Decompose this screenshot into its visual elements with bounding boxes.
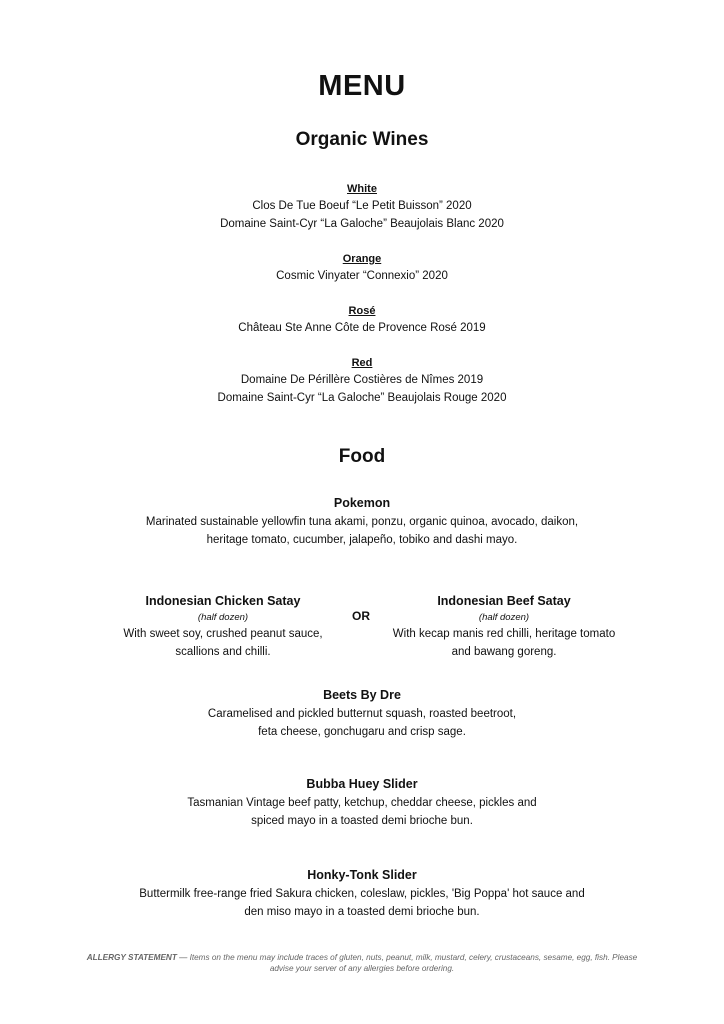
or-separator: OR bbox=[352, 609, 370, 623]
wine-item: Cosmic Vinyater “Connexio” 2020 bbox=[276, 270, 448, 282]
dish-desc: Tasmanian Vintage beef patty, ketchup, cheddar cheese, pickles and bbox=[187, 797, 537, 809]
satay-chicken bbox=[93, 594, 353, 661]
dish-desc: spiced mayo in a toasted demi brioche bun. bbox=[251, 815, 473, 827]
allergy-statement bbox=[70, 952, 654, 974]
dish-name-pokemon: Pokemon bbox=[333, 496, 391, 510]
dish-desc: feta cheese, gonchugaru and crisp sage. bbox=[258, 726, 466, 738]
dish-name-honky-tonk: Honky-Tonk Slider bbox=[307, 868, 417, 882]
allergy-label: ALLERGY STATEMENT bbox=[86, 953, 177, 962]
wine-item: Domaine De Périllère Costières de Nîmes 2019 bbox=[240, 374, 484, 386]
dish-note: (half dozen) bbox=[197, 612, 249, 623]
dish-name-bubba: Bubba Huey Slider bbox=[306, 777, 418, 791]
dish-desc: den miso mayo in a toasted demi brioche bun. bbox=[244, 906, 480, 918]
dish-desc: Buttermilk free-range fried Sakura chicken, coleslaw, pickles, 'Big Poppa' hot sauce and bbox=[139, 888, 585, 900]
dish-desc: With kecap manis red chilli, heritage tomato bbox=[392, 628, 616, 640]
allergy-text: advise your server of any allergies before ordering. bbox=[269, 964, 455, 973]
menu-title: MENU bbox=[318, 70, 406, 102]
wines-heading: Organic Wines bbox=[295, 129, 429, 150]
dish-name-beets: Beets By Dre bbox=[323, 688, 401, 702]
dish-desc: and bawang goreng. bbox=[451, 646, 557, 658]
dish-note: (half dozen) bbox=[478, 612, 530, 623]
wine-item: Domaine Saint-Cyr “La Galoche” Beaujolais Blanc 2020 bbox=[220, 218, 504, 230]
satay-beef bbox=[374, 594, 634, 661]
wine-category-red: Red bbox=[351, 357, 373, 369]
dish-desc: heritage tomato, cucumber, jalapeño, tobiko and dashi mayo. bbox=[206, 534, 518, 546]
wine-category-orange: Orange bbox=[342, 253, 382, 265]
wine-category-white: White bbox=[347, 183, 377, 195]
food-heading: Food bbox=[338, 446, 386, 467]
wine-item: Château Ste Anne Côte de Provence Rosé 2019 bbox=[238, 322, 486, 334]
dish-desc: With sweet soy, crushed peanut sauce, bbox=[123, 628, 323, 640]
wine-category-rose: Rosé bbox=[348, 305, 376, 317]
wine-item: Clos De Tue Boeuf “Le Petit Buisson” 2020 bbox=[252, 200, 472, 212]
wine-item: Domaine Saint-Cyr “La Galoche” Beaujolais Rouge 2020 bbox=[217, 392, 507, 404]
dish-desc: scallions and chilli. bbox=[175, 646, 271, 658]
allergy-text: — Items on the menu may include traces of gluten, nuts, peanut, milk, mustard, celery, crustaceans, sesame, egg, fish. Please bbox=[176, 953, 638, 962]
dish-desc: Caramelised and pickled butternut squash, roasted beetroot, bbox=[207, 708, 517, 720]
dish-name-chicken-satay: Indonesian Chicken Satay bbox=[145, 594, 301, 608]
dish-desc: Marinated sustainable yellowfin tuna akami, ponzu, organic quinoa, avocado, daikon, bbox=[145, 516, 579, 528]
dish-name-beef-satay: Indonesian Beef Satay bbox=[437, 594, 571, 608]
